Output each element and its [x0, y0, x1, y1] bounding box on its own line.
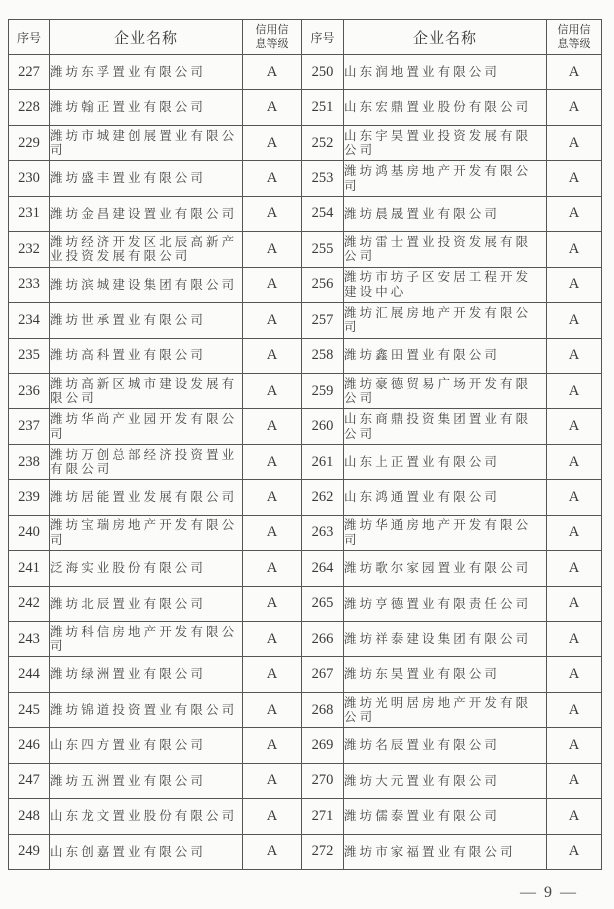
credit-grade-cell: A — [243, 373, 302, 408]
serial-number-cell: 250 — [302, 55, 344, 90]
company-name-cell: 潍坊亨德置业有限责任公司 — [344, 586, 547, 621]
table-row — [9, 338, 602, 373]
company-name-cell: 潍坊儒泰置业有限公司 — [344, 799, 547, 834]
table-row — [9, 161, 602, 196]
company-name-cell: 潍坊北辰置业有限公司 — [50, 586, 243, 621]
credit-grade-cell: A — [547, 657, 602, 692]
serial-number-cell: 231 — [9, 196, 50, 231]
credit-grade-cell: A — [547, 799, 602, 834]
credit-grade-cell: A — [243, 763, 302, 798]
serial-number-cell: 229 — [9, 125, 50, 160]
company-name-cell: 潍坊盛丰置业有限公司 — [50, 161, 243, 196]
company-name-cell: 潍坊市城建创展置业有限公司 — [50, 125, 243, 160]
table-row — [9, 196, 602, 231]
serial-number-cell: 230 — [9, 161, 50, 196]
serial-number-cell: 237 — [9, 409, 50, 444]
serial-number-cell: 227 — [9, 55, 50, 90]
company-name-cell: 潍坊大元置业有限公司 — [344, 763, 547, 798]
credit-grade-cell: A — [243, 338, 302, 373]
serial-number-cell: 258 — [302, 338, 344, 373]
serial-number-cell: 268 — [302, 692, 344, 727]
table-row — [9, 763, 602, 798]
company-name-cell: 潍坊晨晟置业有限公司 — [344, 196, 547, 231]
table-row — [9, 657, 602, 692]
table-row — [9, 55, 602, 90]
company-name-cell: 潍坊高科置业有限公司 — [50, 338, 243, 373]
serial-number-cell: 247 — [9, 763, 50, 798]
table-row — [9, 728, 602, 763]
credit-grade-cell: A — [547, 551, 602, 586]
table-row — [9, 303, 602, 338]
credit-grade-cell: A — [243, 409, 302, 444]
serial-number-cell: 234 — [9, 303, 50, 338]
credit-grade-cell: A — [547, 267, 602, 302]
company-name-cell: 潍坊高新区城市建设发展有限公司 — [50, 373, 243, 408]
serial-number-cell: 241 — [9, 551, 50, 586]
table-row — [9, 444, 602, 479]
serial-number-cell: 249 — [9, 834, 50, 869]
credit-grade-cell: A — [243, 799, 302, 834]
credit-grade-cell: A — [547, 763, 602, 798]
company-name-cell: 山东创嘉置业有限公司 — [50, 834, 243, 869]
company-name-cell: 潍坊绿洲置业有限公司 — [50, 657, 243, 692]
serial-number-cell: 262 — [302, 480, 344, 515]
serial-number-cell: 235 — [9, 338, 50, 373]
serial-number-cell: 246 — [9, 728, 50, 763]
credit-grade-cell: A — [547, 409, 602, 444]
table-row — [9, 480, 602, 515]
credit-grade-cell: A — [547, 125, 602, 160]
company-name-cell: 山东商鼎投资集团置业有限公司 — [344, 409, 547, 444]
serial-number-cell: 238 — [9, 444, 50, 479]
company-name-cell: 潍坊歌尔家园置业有限公司 — [344, 551, 547, 586]
serial-number-cell: 267 — [302, 657, 344, 692]
credit-grade-cell: A — [243, 125, 302, 160]
credit-grade-cell: A — [243, 480, 302, 515]
table-row — [9, 232, 602, 267]
company-name-cell: 潍坊宝瑞房地产开发有限公司 — [50, 515, 243, 550]
credit-grade-cell: A — [547, 196, 602, 231]
serial-number-cell: 251 — [302, 90, 344, 125]
company-name-cell: 潍坊经济开发区北辰高新产业投资发展有限公司 — [50, 232, 243, 267]
serial-number-cell: 260 — [302, 409, 344, 444]
serial-number-cell: 254 — [302, 196, 344, 231]
credit-grade-cell: A — [547, 515, 602, 550]
serial-number-cell: 266 — [302, 622, 344, 657]
credit-grade-cell: A — [547, 692, 602, 727]
company-name-cell: 山东宇昊置业投资发展有限公司 — [344, 125, 547, 160]
table-row — [9, 90, 602, 125]
serial-number-cell: 232 — [9, 232, 50, 267]
company-name-cell: 潍坊雷士置业投资发展有限公司 — [344, 232, 547, 267]
serial-number-cell: 256 — [302, 267, 344, 302]
serial-number-cell: 243 — [9, 622, 50, 657]
credit-grade-cell: A — [547, 90, 602, 125]
company-name-cell: 山东润地置业有限公司 — [344, 55, 547, 90]
company-name-cell: 山东上正置业有限公司 — [344, 444, 547, 479]
header-credit-grade: 信用信 息等级 — [547, 20, 602, 55]
credit-grade-cell: A — [547, 728, 602, 763]
serial-number-cell: 269 — [302, 728, 344, 763]
credit-grade-cell: A — [547, 338, 602, 373]
company-name-cell: 潍坊名辰置业有限公司 — [344, 728, 547, 763]
company-name-cell: 潍坊华通房地产开发有限公司 — [344, 515, 547, 550]
serial-number-cell: 248 — [9, 799, 50, 834]
credit-grade-cell: A — [243, 586, 302, 621]
table-header-row — [9, 20, 602, 55]
serial-number-cell: 270 — [302, 763, 344, 798]
serial-number-cell: 253 — [302, 161, 344, 196]
credit-grade-cell: A — [243, 515, 302, 550]
table-row — [9, 799, 602, 834]
serial-number-cell: 272 — [302, 834, 344, 869]
credit-grade-cell: A — [243, 834, 302, 869]
company-name-cell: 潍坊鸿基房地产开发有限公司 — [344, 161, 547, 196]
company-name-cell: 潍坊豪德贸易广场开发有限公司 — [344, 373, 547, 408]
company-name-cell: 潍坊市坊子区安居工程开发建设中心 — [344, 267, 547, 302]
table-row — [9, 551, 602, 586]
company-name-cell: 潍坊东孚置业有限公司 — [50, 55, 243, 90]
credit-grade-cell: A — [547, 303, 602, 338]
credit-rating-table — [8, 19, 602, 870]
serial-number-cell: 239 — [9, 480, 50, 515]
credit-grade-cell: A — [547, 586, 602, 621]
serial-number-cell: 271 — [302, 799, 344, 834]
page-number: — 9 — — [520, 884, 578, 901]
credit-grade-cell: A — [243, 90, 302, 125]
table-row — [9, 267, 602, 302]
serial-number-cell: 261 — [302, 444, 344, 479]
credit-grade-cell: A — [243, 551, 302, 586]
credit-grade-cell: A — [243, 232, 302, 267]
serial-number-cell: 255 — [302, 232, 344, 267]
serial-number-cell: 263 — [302, 515, 344, 550]
serial-number-cell: 240 — [9, 515, 50, 550]
credit-grade-cell: A — [243, 267, 302, 302]
table-body — [9, 55, 602, 870]
credit-grade-cell: A — [547, 622, 602, 657]
company-name-cell: 潍坊华尚产业园开发有限公司 — [50, 409, 243, 444]
header-company-name: 企业名称 — [344, 20, 547, 55]
serial-number-cell: 228 — [9, 90, 50, 125]
company-name-cell: 潍坊光明居房地产开发有限公司 — [344, 692, 547, 727]
serial-number-cell: 242 — [9, 586, 50, 621]
table-row — [9, 373, 602, 408]
serial-number-cell: 245 — [9, 692, 50, 727]
table-row — [9, 125, 602, 160]
serial-number-cell: 236 — [9, 373, 50, 408]
credit-grade-cell: A — [243, 692, 302, 727]
credit-grade-cell: A — [243, 444, 302, 479]
table-row — [9, 692, 602, 727]
company-name-cell: 潍坊五洲置业有限公司 — [50, 763, 243, 798]
company-name-cell: 泛海实业股份有限公司 — [50, 551, 243, 586]
table-row — [9, 622, 602, 657]
serial-number-cell: 244 — [9, 657, 50, 692]
credit-grade-cell: A — [243, 196, 302, 231]
company-name-cell: 潍坊汇展房地产开发有限公司 — [344, 303, 547, 338]
credit-grade-cell: A — [243, 303, 302, 338]
credit-grade-cell: A — [547, 834, 602, 869]
credit-grade-cell: A — [547, 373, 602, 408]
company-name-cell: 潍坊滨城建设集团有限公司 — [50, 267, 243, 302]
serial-number-cell: 265 — [302, 586, 344, 621]
serial-number-cell: 252 — [302, 125, 344, 160]
company-name-cell: 潍坊市家福置业有限公司 — [344, 834, 547, 869]
company-name-cell: 潍坊锦道投资置业有限公司 — [50, 692, 243, 727]
serial-number-cell: 264 — [302, 551, 344, 586]
credit-grade-cell: A — [243, 657, 302, 692]
company-name-cell: 潍坊居能置业发展有限公司 — [50, 480, 243, 515]
company-name-cell: 山东四方置业有限公司 — [50, 728, 243, 763]
company-name-cell: 潍坊鑫田置业有限公司 — [344, 338, 547, 373]
company-name-cell: 潍坊世承置业有限公司 — [50, 303, 243, 338]
company-name-cell: 潍坊祥泰建设集团有限公司 — [344, 622, 547, 657]
company-name-cell: 潍坊东昊置业有限公司 — [344, 657, 547, 692]
credit-grade-cell: A — [547, 55, 602, 90]
table-row — [9, 409, 602, 444]
company-name-cell: 山东宏鼎置业股份有限公司 — [344, 90, 547, 125]
header-company-name: 企业名称 — [50, 20, 243, 55]
company-name-cell: 山东鸿通置业有限公司 — [344, 480, 547, 515]
company-name-cell: 潍坊科信房地产开发有限公司 — [50, 622, 243, 657]
company-name-cell: 潍坊万创总部经济投资置业有限公司 — [50, 444, 243, 479]
company-name-cell: 山东龙文置业股份有限公司 — [50, 799, 243, 834]
credit-grade-cell: A — [547, 232, 602, 267]
serial-number-cell: 259 — [302, 373, 344, 408]
header-credit-grade: 信用信 息等级 — [243, 20, 302, 55]
header-serial-number: 序号 — [9, 20, 50, 55]
company-name-cell: 潍坊金昌建设置业有限公司 — [50, 196, 243, 231]
table-row — [9, 515, 602, 550]
credit-grade-cell: A — [547, 480, 602, 515]
credit-grade-cell: A — [547, 444, 602, 479]
table-row — [9, 586, 602, 621]
credit-grade-cell: A — [243, 161, 302, 196]
header-serial-number: 序号 — [302, 20, 344, 55]
table-row — [9, 834, 602, 869]
credit-grade-cell: A — [243, 622, 302, 657]
company-name-cell: 潍坊翰正置业有限公司 — [50, 90, 243, 125]
credit-grade-cell: A — [243, 728, 302, 763]
credit-grade-cell: A — [243, 55, 302, 90]
credit-grade-cell: A — [547, 161, 602, 196]
serial-number-cell: 257 — [302, 303, 344, 338]
serial-number-cell: 233 — [9, 267, 50, 302]
